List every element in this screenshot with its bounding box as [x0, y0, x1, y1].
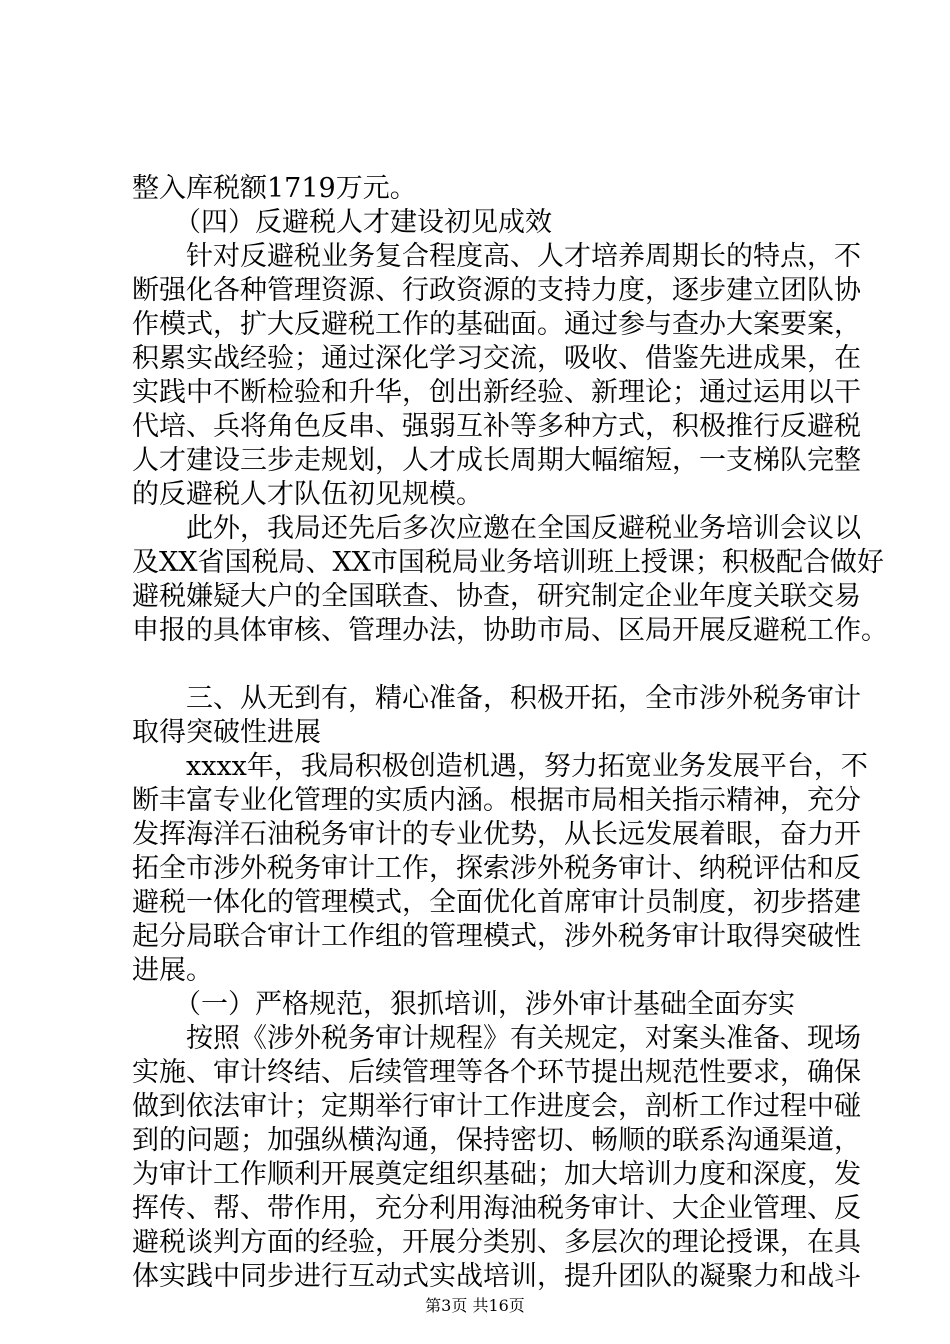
text-line: 针对反避税业务复合程度高、人才培养周期长的特点，不 [186, 241, 861, 272]
text-line: 到的问题；加强纵横沟通，保持密切、畅顺的联系沟通渠道， [132, 1125, 861, 1156]
text-line: 体实践中同步进行互动式实战培训，提升团队的凝聚力和战斗 [132, 1261, 861, 1292]
text-line: 做到依法审计；定期举行审计工作进度会，剖析工作过程中碰 [132, 1091, 861, 1122]
text-line: 避税谈判方面的经验，开展分类别、多层次的理论授课，在具 [132, 1227, 861, 1258]
section-heading: （一）严格规范，狠抓培训，涉外审计基础全面夯实 [174, 989, 795, 1020]
text-line: 实践中不断检验和升华，创出新经验、新理论；通过运用以干 [132, 377, 861, 408]
text-line: 断丰富专业化管理的实质内涵。根据市局相关指示精神，充分 [132, 785, 861, 816]
text-line: 挥传、帮、带作用，充分利用海油税务审计、大企业管理、反 [132, 1193, 861, 1224]
text-line: 起分局联合审计工作组的管理模式，涉外税务审计取得突破性 [132, 921, 861, 952]
text-line: 的反避税人才队伍初见规模。 [132, 479, 483, 510]
text-line: 避税一体化的管理模式，全面优化首席审计员制度，初步搭建 [132, 887, 861, 918]
text-line: 作模式，扩大反避税工作的基础面。通过参与查办大案要案， [132, 309, 861, 340]
text-line: 进展。 [132, 955, 213, 986]
text-line: 整入库税额1719万元。 [132, 173, 417, 204]
page-footer: 第3页 共16页 [425, 1296, 525, 1315]
text-line: xxxx年，我局积极创造机遇，努力拓宽业务发展平台，不 [186, 751, 868, 782]
text-line: 断强化各种管理资源、行政资源的支持力度，逐步建立团队协 [132, 275, 861, 306]
section-heading: 三、从无到有，精心准备，积极开拓，全市涉外税务审计 [186, 683, 861, 714]
text-line: 拓全市涉外税务审计工作，探索涉外税务审计、纳税评估和反 [132, 853, 861, 884]
text-line: 申报的具体审核、管理办法，协助市局、区局开展反避税工作。 [132, 615, 888, 646]
section-heading: （四）反避税人才建设初见成效 [174, 207, 552, 238]
text-line: 积累实战经验；通过深化学习交流，吸收、借鉴先进成果，在 [132, 343, 861, 374]
text-line: 此外，我局还先后多次应邀在全国反避税业务培训会议以 [186, 513, 861, 544]
text-line: 发挥海洋石油税务审计的专业优势，从长远发展着眼，奋力开 [132, 819, 861, 850]
text-line: 实施、审计终结、后续管理等各个环节提出规范性要求，确保 [132, 1057, 861, 1088]
text-line: 人才建设三步走规划，人才成长周期大幅缩短，一支梯队完整 [132, 445, 861, 476]
text-line: 代培、兵将角色反串、强弱互补等多种方式，积极推行反避税 [132, 411, 861, 442]
text-line: 为审计工作顺利开展奠定组织基础；加大培训力度和深度，发 [132, 1159, 861, 1190]
text-line: 避税嫌疑大户的全国联查、协查，研究制定企业年度关联交易 [132, 581, 861, 612]
text-line: 按照《涉外税务审计规程》有关规定，对案头准备、现场 [186, 1023, 861, 1054]
section-heading: 取得突破性进展 [132, 717, 321, 748]
text-line: 及XX省国税局、XX市国税局业务培训班上授课；积极配合做好 [132, 547, 884, 578]
